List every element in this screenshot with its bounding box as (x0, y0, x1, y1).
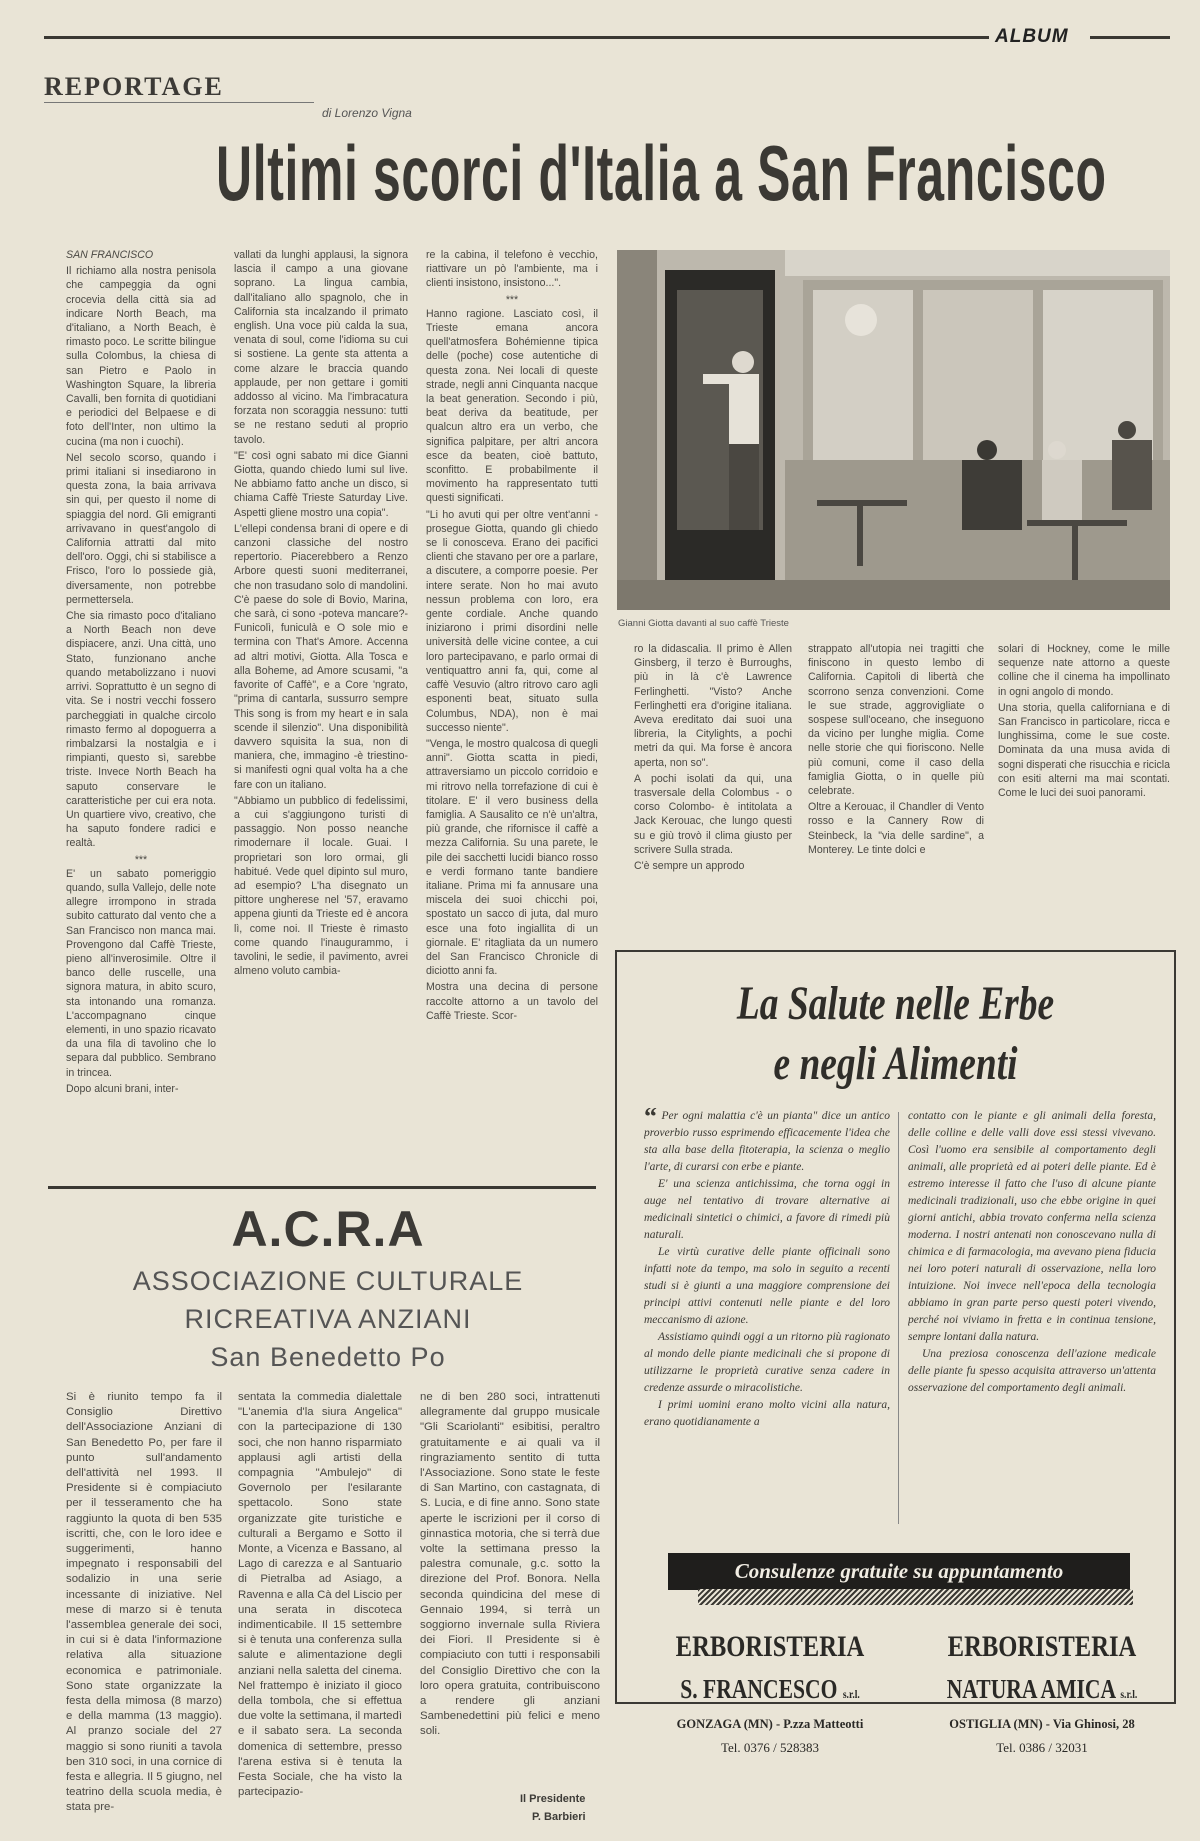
article-paragraph: solari di Hockney, come le mille sequenze nate attorno a queste colline che il cinema ha impollinato in ogni angolo di mondo. (998, 643, 1170, 698)
acra-subtitle-3: San Benedetto Po (210, 1342, 446, 1372)
banner-hatching (698, 1589, 1133, 1605)
advert-title-line-2: e negli Alimenti (773, 1037, 1018, 1090)
article-paragraph: E' un sabato pomeriggio quando, sulla Vallejo, delle note allegre irrompono in strada subito catturato dal vento che a San Francisco non manca mai. Provengono dal Caffè Trieste, pieno all'inverosimile. Oltre il banco delle ruscelle, una signora matura, in abito scuro, sta intonando una romanza. L'accompagnano cinque elementi, in uno spazio ricavato da una fila di tavolino che lo separa dal pubblico. Sembrano in trincea. (66, 867, 216, 1079)
article-column-3 (426, 248, 598, 1160)
headline: Ultimi scorci d'Italia a San Francisco (216, 129, 1107, 217)
article-paragraph: Hanno ragione. Lasciato così, il Trieste emana ancora quell'atmosfera Bohémienne tipica delle (poche) cose autentiche di questa zona. Nei locali di queste strade, negli anni Cinquanta nacque la beat generation. Secondo i più, beat deriva da beatitude, per qualcun altro era un verbo, che significa palpitare, per altri ancora esce da beaten, cioè battuto, sconfitto. E probabilmente il movimento ha rappresentato tutti questi significati. (426, 307, 598, 505)
shop-suffix: s.r.l. (842, 1687, 860, 1701)
article-paragraph: A pochi isolati da qui, una trasversale della Colombus - o corso Colombo- è intitolata a Jack Kerouac, che lungo questi su e giù trovò il clima giusto per scrivere Sulla strada. (634, 772, 792, 856)
article-paragraph: vallati da lunghi applausi, la signora lascia il campo a una giovane soprano. La lingua cambia, dall'italiano allo spagnolo, che in California sta incalzando il primato english. Una voce più calda la sua, venata di soul, come l'idioma su cui si sostiene. La gente sta attenta a come alzare le braccia quando applaude, per non gettare i gomiti addosso al vicino. Ma l'imbracatura forzata non scoraggia nessuno: tutti se ne restano seduti al proprio tavolo. (234, 249, 408, 446)
advert-paragraph: E' una scienza antichissima, che torna oggi in auge nel tentativo di trovare alternative ai medicinali sintetici o chimici, a favore di rimedi più naturali. (644, 1178, 890, 1241)
advert-column-left (644, 1108, 890, 1528)
acra-subtitle-2: RICREATIVA ANZIANI (184, 1304, 472, 1334)
article-column-1 (66, 248, 216, 1173)
advert-paragraph-text: Per ogni malattia c'è un pianta" dice un antico proverbio russo esprimendo efficacemente l'idea che sta alla base della fitoterapia, la scienza o meglio l'arte, di curarsi con erbe e piante. (644, 1110, 890, 1173)
byline: di Lorenzo Vigna (322, 106, 412, 120)
shop-name-text: NATURA AMICA (946, 1674, 1115, 1704)
article-paragraph: "Venga, le mostro qualcosa di quegli anni". Giotta scatta in piedi, attraversiamo un piccolo corridoio e mi ritrovo nella torrefazione di cui è titolare. E' il vero business della famiglia. A Sausalito ce n'è un'altra, più grande, che rifornisce il caffè a mezza California. Su una parete, le pile dei sacchetti lucidi bianco rosso e verdi formano tante bandiere italiane. Prima mi fa annusare una miscela dei suoi chicchi poi, spostato un sacco di juta, dal muro esce una foto ingiallita di un giornale. E' ritagliata da un numero del San Francisco Chronicle di diciotto anni fa. (426, 737, 598, 978)
shop-natura-amica (912, 1630, 1172, 1756)
shop-phone: Tel. 0386 / 32031 (996, 1740, 1088, 1755)
shop-address: OSTIGLIA (MN) - Via Ghinosi, 28 (949, 1717, 1135, 1731)
advert-paragraph: contatto con le piante e gli animali della foresta, delle colline e delle valli dove essi stessi vivevano. Così l'uomo era sensibile al comportamento degli animali, alle proprietà ed ai poteri delle piante. Ed è estremo interesse il fatto che l'uso di alcune piante medicinali tradizionali, uso che ebbe origine in quei giorni antichi, abbia trovato conferma nella scienza moderna. I nostri antenati non conoscevano nulla di chimica e di farmacologia, ma avevano piena fiducia nei loro poteri naturali di osservazione, nella loro intuizione. Noi invece nell'epoca della tecnologia abbiamo in gran parte perso questi poteri vivendo, perché noi viviamo in fretta e in continua tensione, sempre lontani dalla natura. (908, 1110, 1156, 1343)
article-paragraph: "E' così ogni sabato mi dice Gianni Giotta, quando chiedo lumi sul live. Ne abbiamo fatto anche un disco, si chiama Caffè Trieste Saturday Live. Aspetti gliene mostro una copia". (234, 449, 408, 519)
shop-phone: Tel. 0376 / 528383 (720, 1740, 820, 1755)
article-paragraph: Una storia, quella californiana e di San Francisco in particolare, ricca e lunghissima, come le sue coste. Dominata da una musa avida di sogni disperati che risucchia e ricicla con esiti alterni ma mai scontati. Come le luci dei suoi panorami. (998, 701, 1170, 800)
acra-column-2 (238, 1390, 402, 1820)
acra-subtitle-1: ASSOCIAZIONE CULTURALE (132, 1266, 524, 1296)
article-paragraph: L'ellepi condensa brani di opere e di canzoni classiche del nostro repertorio. Piacerebbero a Renzo Arbore questi suoni mediterranei, che non trasudano solo di mandolini. C'è paese do sole di Bovio, Marina, che sarà, ci sono -poteva mancare?- Funicolì, funiculà e O sole mio e termina con That's Amore. Accenna ad altri motivi, Giotta. Alla Tosca e alla Boheme, ad Amore scusami, "a favorite of Caffè", e a Core 'ngrato, "prima di cantarla, sussurro sempre This song is from my heart e in sala scende il silenzio". Una disponibilità davvero squisita la sua, non di maniera, che, immagino -è triestino- si manifesti ogni qual volta ha a che fare con un italiano. (234, 522, 408, 791)
article-paragraph: Mostra una decina di persone raccolte attorno a un tavolo del Caffè Trieste. Scor- (426, 981, 598, 1022)
acra-paragraph: sentata la commedia dialettale "L'anemia d'la siura Angelica" con la partecipazione di 130 soci, che non hanno risparmiato applausi agli artisti della compagnia "Ambulejo" di Governolo per l'esilarante spettacolo. Sono state organizzate gite turistiche e culturali a Bergamo e Sotto il Monte, a Vicenza e Bassano, al Lago di carezza e al Santuario di Pietralba ad Asiago, a Ravenna e alla Cà del Liscio per una serata in discoteca indimenticabile. Il 15 settembre si è tenuta una conferenza sulla salute e alimentazione degli anziani nella saletta del cinema. Nel frattempo è iniziato il gioco della tombola, che si effettua due volte la settimana, il martedì e il sabato sera. La seconda domenica di settembre, presso l'arena estiva si è tenuta la Festa Sociale, che ha visto la partecipazio- (238, 1391, 402, 1799)
advert-title-line-1: La Salute nelle Erbe (736, 977, 1055, 1030)
shop-kind: ERBORISTERIA (947, 1630, 1137, 1663)
advert-column-divider (898, 1112, 899, 1524)
article-paragraph: Il richiamo alla nostra penisola che campeggia da ogni crocevia della città sia ad indicare North Beach, ma d'italiano, a North Beach, è rimasto poco. Le scritte bilingue sulla Colombus, la chiesa di san Pietro e Paolo in Washington Square, la libreria Cavalli, ben fornita di quotidiani e periodici del Belpaese e di foto dell'Inter, non ultimo la cucina (ma non i cuochi). (66, 265, 216, 448)
article-paragraph: Oltre a Kerouac, il Chandler di Vento rosso e la Cannery Row di Steinbeck, la "via delle sardine", a Monterey. Le tinte dolci e (808, 801, 984, 856)
acra-paragraph: ne di ben 280 soci, intrattenuti allegramente dal gruppo musicale "Gli Scariolanti" esibitisi, peraltro gratuitamente e ai quali va il ringraziamento sentito di tutta l'Associazione. Sono state le feste di San Martino, con castagnata, di S. Lucia, e di fine anno. Sono state aperte le iscrizioni per il corso di ginnastica motoria, che si terrà due volte la settimana presso la palestra comunale, g.c. sotto la direzione del Prof. Bonora. Nella seconda quindicina del mese di Gennaio 1994, si terrà un soggiorno invernale sulla Riviera dei Fiori. Il Presidente si è compiaciuto con tutti i responsabili del Consiglio Direttivo che con la loro opera gratuita, contribuiscono a rendere gli anziani Sambenedettini più felici e meno soli. (420, 1391, 600, 1738)
cafe-photo-illustration (617, 250, 1170, 610)
shop-address: GONZAGA (MN) - P.zza Matteotti (676, 1717, 864, 1731)
article-column-2 (234, 248, 408, 1160)
photo-caption: Gianni Giotta davanti al suo caffè Trieste (618, 618, 789, 629)
advert-column-right (908, 1108, 1156, 1528)
kicker-underline (44, 102, 314, 103)
article-paragraph: "Abbiamo un pubblico di fedelissimi, a cui s'aggiungono turisti di passaggio. Non posso neanche rimodernare il locale. Guai. I proprietari son loro ormai, gli habitué. Vede quel dipinto sul muro, ad esempio? L'ha disegnato un pittore ungherese nel '57, eravamo appena giunti da Trieste ed è ancora lì, come noi. Il Trieste è rimasto come quando l'inaugurammo, i tavolini, le sedie, il pavimento, avrei almeno voluto cambia- (234, 794, 408, 978)
article-paragraph: Dopo alcuni brani, inter- (66, 1082, 179, 1095)
acra-column-1 (66, 1390, 222, 1820)
cafe-photo (617, 250, 1170, 610)
quote-mark-icon: “ (644, 1108, 657, 1131)
article-column-5 (808, 642, 984, 902)
article-paragraph: re la cabina, il telefono è vecchio, riattivare un pò l'ambiente, ma i clienti insistono, insistono...". (426, 249, 598, 290)
article-column-4 (634, 642, 792, 902)
advert-paragraph (644, 1108, 890, 1176)
shop-s-francesco (640, 1630, 900, 1756)
advert-paragraph: Assistiamo quindi oggi a un ritorno più ragionato al mondo delle piante medicinali che si propone di utilizzarne le proprietà curative senza cadere in credenze assurde o miracolistiche. (644, 1331, 890, 1394)
section-label: ALBUM (995, 26, 1069, 47)
separator: *** (505, 293, 519, 306)
article-paragraph: strappato all'utopia nei tragitti che finiscono in questo lembo di California. Capitoli di libertà che scorrono senza convenzioni. Come le sue strade, aggrovigliate o sospese sull'oceano, che inseguono da vicino per lunghe miglia. Come nelle storie che qui fioriscono. Nelle più comuni, come il caso della famiglia Giotta, o in quelle più celebrate. (808, 643, 984, 798)
acra-title: A.C.R.A (231, 1201, 425, 1257)
signature-title: Il Presidente (520, 1793, 586, 1805)
signature-name: P. Barbieri (532, 1811, 586, 1823)
article-paragraph: Che sia rimasto poco d'italiano a North Beach non deve dispiacere, anzi. Una città, uno Stato, funzionano anche quando metabolizzano i nuovi arrivi. Soprattutto è un segno di vita. Se i nostri vecchi fossero parcheggiati in qualche circolo rimasto fermo al dopoguerra a rimbalzarsi la nostalgia e i rimpianti, questo sì, sarebbe triste. Invece North Beach ha saputo conservare le caratteristiche per cui era nota. Un quartiere vivo, creativo, che ha saputo fondere radici e realtà. (66, 610, 216, 850)
separator: *** (134, 853, 148, 866)
top-rule-right (1090, 36, 1170, 39)
article-paragraph: Nel secolo scorso, quando i primi italiani si insediarono in questa zona, la baia arrivava sin qui, per questo il nome di spiaggia del nord. Gli emigranti arrivavano in quest'angolo di California attratti dal mito dell'oro. Oggi, chi si stabilisce a Frisco, l'oro lo possiede già, diversamente, non potrebbe permettersela. (66, 451, 216, 606)
shop-name (938, 1674, 1146, 1705)
article-paragraph: "Li ho avuti qui per oltre vent'anni -prosegue Giotta, quando gli chiedo se li conosceva. Erano dei pacifici clienti che stavano per ore a parlare, a discutere, a comporre poesie. Per intere serate. Non ho mai avuto nessun problema con loro, era gente cordiale. Anche quando iniziarono i primi disordini nelle università delle vicine contee, a cui loro partecipavano, e parlo ormai di ventiquattro anni fa, qui, come al caffè Vesuvio (altro ritrovo caro agli esponenti beat, situato sulla Columbus, NDA), non è mai successo niente". (426, 508, 598, 734)
acra-column-3 (420, 1390, 600, 1785)
article-paragraph: C'è sempre un approdo (634, 860, 745, 873)
article-column-6 (998, 642, 1170, 902)
advert-paragraph: Una preziosa conoscenza dell'azione medicale delle piante fu spesso acquisita attraverso un'attenta osservazione del comportamento degli animali. (908, 1348, 1156, 1394)
advert-paragraph: Le virtù curative delle piante officinali sono infatti note da tempo, ma solo in seguito a recenti studi si è giunti a una maggiore comprensione dei principi attivi contenuti nelle piante e del loro meccanismo di azione. (644, 1246, 890, 1326)
acra-paragraph: Si è riunito tempo fa il Consiglio Direttivo dell'Associazione Anziani di San Benedetto Po, per fare il punto sull'andamento dell'attività nel 1993. Il Presidente si è compiaciuto per il tesseramento che ha raggiunto la quota di ben 535 iscritti, che, con le loro idee e suggerimenti, hanno impegnato i responsabili del sodalizio in una serie incessante di iniziative. Nel mese di marzo si è tenuta l'assemblea generale dei soci, in cui si è data l'informazione relativa alla situazione economica e patrimoniale. Sono state organizzate la festa della mimosa (8 marzo) e della mamma (13 maggio). Al pranzo sociale del 27 maggio si sono riuniti a tavola ben 310 soci, in una cornice di festa e allegria. Il 5 giugno, nel teatrino della scuola media, è stata pre- (66, 1391, 222, 1814)
shop-kind: ERBORISTERIA (675, 1630, 865, 1663)
acra-top-rule (48, 1186, 596, 1189)
article-dateline: SAN FRANCISCO (66, 249, 154, 261)
article-paragraph: ro la didascalia. Il primo è Allen Ginsberg, il terzo è Burroughs, più in là c'è Lawrence Ferlinghetti. "Visto? Anche Ferlinghetti era d'origine italiana. Aveva ereditato dai suoi una libreria, la Citylights, a pochi metri da qui. Ma forse è ancora aperta, non so". (634, 643, 792, 769)
shop-name (666, 1674, 874, 1705)
shop-suffix: s.r.l. (1120, 1687, 1138, 1701)
consultation-banner: Consulenze gratuite su appuntamento (668, 1553, 1130, 1590)
top-rule (44, 36, 989, 39)
shop-name-text: S. FRANCESCO (680, 1674, 838, 1704)
kicker: REPORTAGE (44, 72, 224, 101)
advert-paragraph: I primi uomini erano molto vicini alla natura, erano quotidianamente a (644, 1399, 890, 1428)
